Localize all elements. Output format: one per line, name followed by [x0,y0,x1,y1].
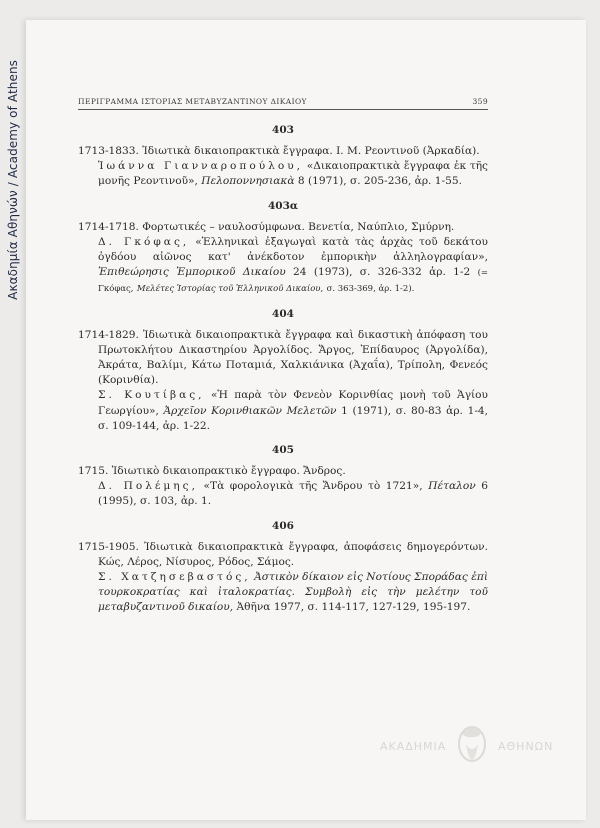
citation-author: Δ. Πολέμης, [98,480,198,493]
entry-citation [78,570,488,616]
citation-journal: Ἀρχεῖον Κορινθιακῶν Μελετῶν [163,404,337,417]
citation-title: «Ἑλληνικαὶ ἐξαγωγαὶ κατὰ τὰς ἀρχὰς τοῦ δεκάτου ὀγδόου αἰῶνος κατ' ἀνέκδοτον ἐμπορικὴν ἀλληλογραφίαν», [98,235,489,264]
citation-journal: Πέταλον [428,480,476,493]
entry-citation [78,479,488,509]
citation-note-open: (= Γκόφας, [98,268,489,295]
citation-note-close: σ. 363-369, ἀρ. 1-2). [326,284,415,295]
citation-title: «Ἡ παρὰ τὸν Φενεὸν Κορινθίας μονὴ τοῦ Ἁγίου Γεωργίου», [98,389,489,417]
athena-head-seal-icon [454,720,490,766]
header-rule [78,109,488,110]
entry-citation [78,235,488,298]
page-content [78,118,488,626]
archive-side-label: Ακαδημία Αθηνών / Academy of Athens [6,60,20,300]
citation-tail: 1 (1971), σ. 80-83 ἀρ. 1-4, σ. 109-144, ἀρ. 1-22. [98,404,489,432]
citation-title: «Τὰ φορολογικὰ τῆς Ἄνδρου τὸ 1721», [203,480,423,493]
entry-citation [78,159,488,189]
citation-author: Δ. Γκόφας, [98,235,190,248]
citation-tail: 6 (1995), σ. 103, ἀρ. 1. [98,480,489,508]
citation-author: Σ. Χατζησεβαστός, [98,571,251,584]
entry-number: 405 [272,444,294,457]
watermark-right-text: ΑΘΗΝΩΝ [498,740,554,753]
watermark-left-text: ΑΚΑΔΗΜΙΑ [380,740,447,753]
entry-number: 403 [272,124,294,136]
entry-404 [78,308,488,434]
running-head [78,97,488,106]
citation-journal: Ἀστικὸν δίκαιον εἰς Νοτίους Σποράδας ἐπὶ τουρκοκρατίας καὶ ἰταλοκρατίας. Συμβολὴ εἰς τὴν μελέτην τοῦ μεταβυζαντινοῦ δικαίου, [98,571,488,614]
entry-number: 404 [272,307,294,320]
page-number: 359 [472,97,488,106]
citation-author: Σ. Κουτίβας, [98,389,205,402]
entry-headline: 1715. Ἰδιωτικὸ δικαιοπρακτικὸ ἔγγραφο. Ἄνδρος. [78,465,346,478]
citation-title: «Δικαιοπρακτικὰ ἔγγραφα ἐκ τῆς μονῆς Ρεοντινοῦ», [98,160,488,188]
running-title: ΠΕΡΙΓΡΑΜΜΑ ΙΣΤΟΡΙΑΣ ΜΕΤΑΒΥΖΑΝΤΙΝΟΥ ΔΙΚΑΙΟΥ [78,97,307,106]
citation-journal: Ἐπιθεώρησις Ἐμπορικοῦ Δικαίου [98,266,286,279]
entry-headline: 1714-1829. Ἰδιωτικὰ δικαιοπρακτικὰ ἔγγραφα καὶ δικαστικὴ ἀπόφαση του Πρωτοκλήτου Δικαστηρίου Ἀργολίδος. Ἄργος, Ἐπίδαυρος (Ἀργολίδα), Ἀκράτα, Βαλίμι, Κάτω Ποταμιά, Χαλκιάνικα (Ἀχαΐα), Τρίπολη, Φενεός (Κορινθία). [78,328,488,387]
citation-journal: Πελοποννησιακὰ [201,175,295,188]
entry-405 [78,444,488,510]
citation-author: Ἰωάννα Γιανναροπούλου, [98,160,304,173]
entry-406 [78,520,488,616]
citation-tail: Ἀθῆνα 1977, σ. 114-117, 127-129, 195-197. [236,601,471,614]
entry-citation [78,388,488,434]
entry-headline: 1713-1833. Ἰδιωτικὰ δικαιοπρακτικὰ ἔγγραφα. Ι. Μ. Ρεοντινοῦ (Ἀρκαδία). [78,145,480,157]
entry-403 [78,124,488,190]
citation-tail: 24 (1973), σ. 326-332 ἀρ. 1-2 [293,266,471,279]
entry-headline: 1715-1905. Ἰδιωτικὰ δικαιοπρακτικὰ ἔγγραφα, ἀποφάσεις δημογερόντων. Κώς, Λέρος, Νίσυρος, Ρόδος, Σάμος. [78,540,488,568]
entry-403a [78,200,488,298]
citation-note-title: Μελέτες Ἱστορίας τοῦ Ἑλληνικοῦ Δικαίου, [136,284,324,295]
entry-number: 406 [272,519,294,532]
entry-headline: 1714-1718. Φορτωτικές – ναυλοσύμφωνα. Βενετία, Ναύπλιο, Σμύρνη. [78,220,455,233]
entry-number: 403α [268,199,298,212]
citation-tail: 8 (1971), σ. 205-236, ἀρ. 1-55. [297,175,462,188]
academy-watermark [380,720,560,770]
